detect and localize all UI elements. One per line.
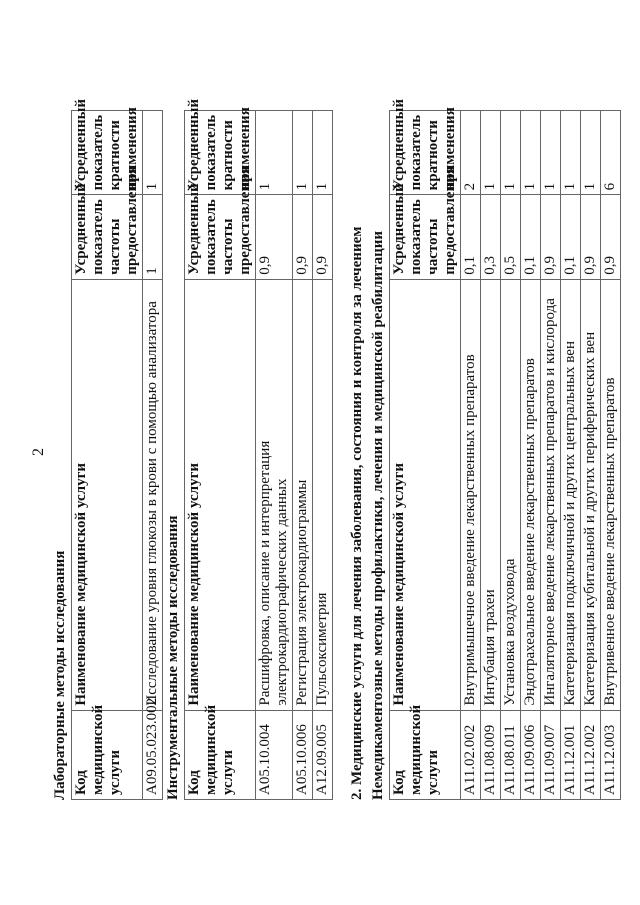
table-row [461, 111, 481, 800]
service-multiplicity: 2 [461, 111, 481, 195]
service-multiplicity: 1 [561, 111, 581, 195]
table-row [313, 111, 333, 800]
table-header-row [390, 111, 461, 800]
service-code: A11.08.011 [501, 710, 521, 799]
service-multiplicity: 1 [581, 111, 601, 195]
service-code: A05.10.004 [256, 710, 293, 799]
service-frequency: 1 [143, 195, 163, 279]
service-frequency: 0,1 [521, 195, 541, 279]
table-row [561, 111, 581, 800]
document-content [50, 99, 618, 800]
table-row [521, 111, 541, 800]
service-frequency: 0,9 [256, 195, 293, 279]
table-row [481, 111, 501, 800]
page-number: 2 [30, 448, 47, 456]
service-code: A11.09.007 [541, 710, 561, 799]
header-frequency: Усредненный показатель частоты предоставления [185, 195, 256, 279]
service-name: Внутривенное введение лекарственных препаратов [601, 279, 621, 710]
service-code: A11.09.006 [521, 710, 541, 799]
service-name: Пульсоксиметрия [313, 279, 333, 710]
service-code: A09.05.023.002 [143, 710, 163, 799]
service-code: A11.12.001 [561, 710, 581, 799]
header-code: Код медицинской услуги [72, 710, 143, 799]
header-frequency: Усредненный показатель частоты предоставления [390, 195, 461, 279]
header-name: Наименование медицинской услуги [390, 279, 461, 710]
service-code: A12.09.005 [313, 710, 333, 799]
service-code: A11.08.009 [481, 710, 501, 799]
section-title-lab: Лабораторные методы исследования [52, 550, 68, 800]
service-multiplicity: 1 [501, 111, 521, 195]
table-row [581, 111, 601, 800]
service-name: Регистрация электрокардиограммы [293, 279, 313, 710]
service-name: Интубация трахеи [481, 279, 501, 710]
service-name: Расшифровка, описание и интерпретация электрокардиографических данных [256, 279, 293, 710]
service-multiplicity: 1 [313, 111, 333, 195]
table-row [601, 111, 621, 800]
service-name: Катетеризация подключичной и других центральных вен [561, 279, 581, 710]
section-title-non-drug: Немедикаментозные методы профилактики, лечения и медицинской реабилитации [370, 230, 386, 800]
header-name: Наименование медицинской услуги [72, 279, 143, 710]
header-multiplicity: Усредненный показатель кратности применения [185, 111, 256, 195]
table-header-row [185, 111, 256, 800]
service-multiplicity: 1 [143, 111, 163, 195]
service-multiplicity: 1 [541, 111, 561, 195]
service-name: Исследование уровня глюкозы в крови с помощью анализатора [143, 279, 163, 710]
service-multiplicity: 1 [521, 111, 541, 195]
header-code: Код медицинской услуги [185, 710, 256, 799]
service-name: Ингаляторное введение лекарственных препаратов и кислорода [541, 279, 561, 710]
service-code: A11.12.003 [601, 710, 621, 799]
header-name: Наименование медицинской услуги [185, 279, 256, 710]
treatment-table [389, 99, 621, 800]
service-code: A11.12.002 [581, 710, 601, 799]
service-name: Внутримышечное введение лекарственных препаратов [461, 279, 481, 710]
header-frequency: Усредненный показатель частоты предоставления [72, 195, 143, 279]
instrumental-table [184, 99, 333, 800]
service-multiplicity: 1 [293, 111, 313, 195]
table-row [143, 111, 163, 800]
service-name: Катетеризация кубитальной и других периферических вен [581, 279, 601, 710]
section-heading-treatment: 2. Медицинские услуги для лечения заболевания, состояния и контроля за лечением [349, 226, 365, 800]
service-multiplicity: 1 [256, 111, 293, 195]
service-frequency: 0,3 [481, 195, 501, 279]
table-row [293, 111, 313, 800]
table-row [501, 111, 521, 800]
header-code: Код медицинской услуги [390, 710, 461, 799]
table-row [256, 111, 293, 800]
service-frequency: 0,9 [293, 195, 313, 279]
header-multiplicity: Усредненный показатель кратности применения [390, 111, 461, 195]
service-frequency: 0,9 [313, 195, 333, 279]
table-row [541, 111, 561, 800]
table-header-row [72, 111, 143, 800]
service-frequency: 0,5 [501, 195, 521, 279]
lab-table [71, 99, 163, 800]
service-multiplicity: 1 [481, 111, 501, 195]
header-multiplicity: Усредненный показатель кратности применения [72, 111, 143, 195]
service-frequency: 0,1 [461, 195, 481, 279]
service-frequency: 0,9 [581, 195, 601, 279]
service-frequency: 0,1 [561, 195, 581, 279]
service-multiplicity: 6 [601, 111, 621, 195]
section-title-instrumental: Инструментальные методы исследования [165, 515, 181, 800]
service-frequency: 0,9 [601, 195, 621, 279]
service-code: A05.10.006 [293, 710, 313, 799]
service-name: Установка воздуховода [501, 279, 521, 710]
service-code: A11.02.002 [461, 710, 481, 799]
service-name: Эндотрахеальное введение лекарственных препаратов [521, 279, 541, 710]
service-frequency: 0,9 [541, 195, 561, 279]
